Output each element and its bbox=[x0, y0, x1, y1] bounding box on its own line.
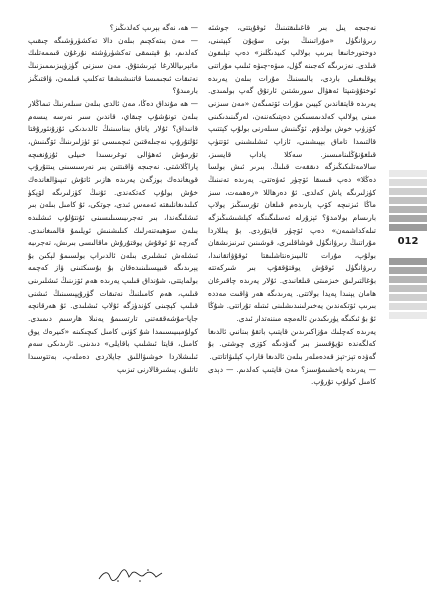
author-signature bbox=[96, 565, 166, 585]
tab-stripe bbox=[389, 312, 427, 319]
tab-stripe bbox=[389, 215, 427, 222]
paragraph: — يەرىدە ياخشىمۇسىز؟ مەن قايتىپ كەلدىم. — دېدى كامىل كولۇپ تۇرۇپ. bbox=[208, 364, 376, 387]
tab-stripe bbox=[389, 170, 427, 177]
tab-stripe bbox=[389, 303, 427, 310]
paragraph: — ھە، نەگە بېرىپ كەلدىڭىز؟ bbox=[109, 23, 198, 32]
text-column-left bbox=[28, 22, 198, 574]
tab-stripe bbox=[389, 188, 427, 195]
tab-stripe bbox=[389, 285, 427, 292]
paragraph: يەرىدە كەچلىك مۇزاكىرىدىن قايتىپ باتقۇ بىنانىي ئالدىغا كەلگەندە تۇيۇقسىز بىر گەۋدىگە كۆزى چوشتى. بۇ گەۋدە تېز-تېز قەدەملەر بىلەن ئالدىغا قاراپ كېلىۋاتاتتى. bbox=[208, 326, 376, 362]
text-column-right bbox=[208, 22, 376, 570]
tab-stripe bbox=[389, 294, 427, 301]
paragraph: — مەن بىتەكچىم بىلەن دالا تەكشۈرۈشىگە چىقىپ كەلدىم، بۇ قېتىمقى تەكشۈرۈشتە نۇرغۇن قىممەتلىك ماتېرىياللارغا ئېرىشتۇق. مەن سىزنى گۈزۈيىزىممىزنىڭ نەتىقات ئىجىمىسا قاتنىشىشقا تەكلىپ قىلمەن، ۋاقتىڭىز بارمىدۇ؟ bbox=[28, 35, 198, 96]
paragraph: نەجىجە يىل بىر قاغىلىقتىنىڭ ئوقۇيتتى، جوشئە رىرۋانگۈل «مۇراتىنىڭ بوئى سۇيۇن كېيتىنى، دوختورخانىغا بىرىپ بولالپ كىيدىڭلىز» دەپ تېلىفون قىلدى. نەزىرىگە كەجىنە گۈل، مىۋە-چىۋە ئىلىپ مۇراتنى يوقلىغىلى باردى، بالىسنىڭ مۇرات بىلەن يەرىدە ئوختۇۋىتىپتا ئەھۋال سورىشتىن ئارتۇق گەپ بولمىدى. يەرىدە قايتقاندىن كېيىن مۇرات ئۆتمىگەن «مەن سىزنى مىنى يولالپ كەلدىمسىكىن دەپتىكەننەن، لەرگىنىدىكىنى كۆزۈپ خوش بولدۇم. ئۆگىنىش سىلەرنى بولۇپ كېتتىپ قالتىمدا تاماق بېيىشىنى، ئازاپ ئىشلىشىنى ئۆتتۈپ قىلغۇنۇڭلىنامىسىز. سەكلا ياداپ قايسىز، سالامەتلىكىڭىزگە دىققەت قىلىڭ. بىرىر ئىش بولسا دەڭلا» دەپ قىسقا ئۆچۈر ئەۋەتتى. يەرىدە تەنىنىڭ كۈزلىرىگە ياش كەلدى. ئۇ دەرھاللا «رەھمەت، سىز ماڭا ئىزنىچە كۆپ يارىدەم قىلغان تۇرسىڭىز يولاپ بارىسام بولامدۇ؟ ئېزۇرلە ئەسلىگىنگە كېلشىشىڭىزگە تىلەكداشمەن» دەپ ئۆچۈر قايتۇردى. بۇ يىللاردا مۇراتنىڭ رىرۋانگۈل قوشاقلىرى، قوشىنىن تىرنىزىشقان بولۇپ، مۇرات ئالىيىزەنتاشلىقتا ئوقۇۋاتقانىدا، رىرۋانگۈل ئوقۇش يوقتۇققۇپ بىر شىركەتتە بۇغالتىرلىق خىزمىتى قىلغانىدى. ئۇلار يەرىدە چاقىرغان ھامان يېنىدا پەيدا بولاتتى. يەرىدىگە ھەر ۋاقىت مەددە بىرىپ ئۆتكەندىن يەخىرلىنىدىشلىنى ئىتىلە تۇراتتى. شۇڭا ئۇ بۇ ئىكىگە يۈرىكىدىن ئالەمچە مىننەتدار ئىدى. bbox=[208, 23, 376, 324]
tab-stripe bbox=[389, 179, 427, 186]
tab-stripe bbox=[389, 258, 427, 265]
page-edge-tab bbox=[389, 170, 427, 400]
tab-stripe bbox=[389, 206, 427, 213]
tab-stripe bbox=[389, 197, 427, 204]
paragraph: — ھە مۇنداق دەڭا، مەن ئالدى بىلەن سىلەرنىڭ تىماڭلار بىلەن تونۇشۇپ چىقاي، قاندىن سىر نەرسە يىسەم قانىداق؟ ئۇلار ياتاق بىناسىنىڭ ئالدىدىكى ئۇزۇنئورۇقتا ئۇلتۇرۇپ نەجىلەقتىن ئىچمىسى ئۆ ئۈزلىرىنىڭ ئۆگىنىش، تۇرمۇش ئەھۋالى توغرىسىدا خىيلى ئۇزۇنغىچە پاراڭلاشتى. نەجىجە ۋاقىتتىن بىر نەرسىسىنى يىتتۇرۇپ قويغاندەك بوزگەن يەرىدە ھازىر ئاتۇش تىپىۋالغاندەك خۇش بولۇپ كەتكەندى. ئۇنىڭ كۈزلىرىگە لۆپكۈ كىلىدىغانلىقتە ئەمەس ئىدى، جوتكى، ئۇ كامىل بىلەن بىر ئىشلىگەندا، بىر تەجرىبىسىلىسىنى ئۇنتۇلۇپ ئىشلىدە بىلەن سۆھبەتنەرلىك كىلىشنىش ئويلىمۇ قالمىغانىدى. گەرچە ئۇ ئوقۇش يوقتۇرۇش ماقالىسى بىرىش، تەجرىبە ئىشلەش ئىشلىرى بىلەن ئالدىراپ بولسىمۇ لېكىن بۇ يېرىدىگە قىيپسىلىنىدەقان بۇ بۇسىكتىنى ۋاز كەچمە بولمايتتى، شۇنداق قىلىپ يەرىدە ھەم ئۆزىنىڭ ئىشلىرىنى قىلىپ، ھەم كامىلنىڭ نەتىقات گۈرۇپپىسىنىڭ ئىشنى قىلىپ كېچىنى كۈندۈزگە ئۇلاپ ئىشلىدى. ئۇ ھەرقانچە جاپا-مۇشەققەتنى تارتسىمۇ يەنىلا ھارسىم دىمىدى. كولۇمبىيىسىمدا شۇ كۈنى كامىل كىچىكىنە «كىيرەك يوق كامىل، قايتا ئىشلىپ باقايلى» دىدىنى. ئارىدىكى سەم ئىلىشلاردا خوشىۋاللىق جايلاردى دەملەپ، بەتتوسىدا تاتلىق، يىشىرقالارنى تىزىپ bbox=[28, 98, 198, 374]
tab-stripe bbox=[389, 224, 427, 231]
page-number: 012 bbox=[397, 236, 419, 247]
tab-stripe bbox=[389, 276, 427, 283]
tab-stripe bbox=[389, 267, 427, 274]
signature-mark bbox=[96, 565, 166, 585]
